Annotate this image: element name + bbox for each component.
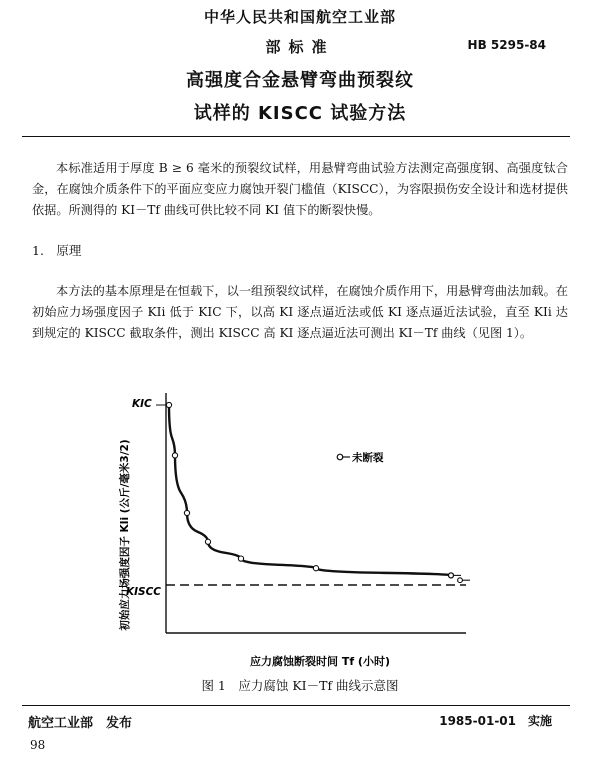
section1-heading: 1. 原理 — [32, 243, 82, 258]
data-point-1 — [166, 402, 171, 407]
effective-date: 1985-01-01 实施 — [439, 714, 552, 728]
document-title-line1: 高强度合金悬臂弯曲预裂纹 — [186, 70, 414, 91]
data-point-2 — [172, 453, 177, 458]
document-title-line2: 试样的 KISCC 试验方法 — [193, 103, 407, 124]
intro-paragraph: 本标准适用于厚度 B ≥ 6 毫米的预裂纹试样，用悬臂弯曲试验方法测定高强度钢、高强度钛合金，在腐蚀介质条件下的平面应变应力腐蚀开裂门槛值（KISCC），为容限损伤安全设计和选材提供依据。所测得的 KI－Tf 曲线可供比较不同 KI 值下的断裂快慢。 — [32, 161, 568, 217]
data-point-4 — [205, 539, 210, 544]
y-axis-label — [118, 439, 131, 631]
footer-rule — [22, 705, 570, 706]
y-axis-label-text: 初始应力场强度因子 KIi (公斤/毫米3/2) — [119, 439, 131, 631]
kiscc-label: KISCC — [126, 586, 162, 598]
page-number: 98 — [30, 738, 46, 752]
standard-type: 部标准 — [265, 38, 335, 56]
data-point-5 — [238, 556, 243, 561]
fracture-curve — [169, 405, 451, 575]
unbroken-point-1 — [449, 573, 454, 578]
figure-chart — [110, 385, 490, 675]
standard-code: HB 5295-84 — [467, 38, 546, 52]
ministry-name: 中华人民共和国航空工业部 — [203, 8, 396, 26]
legend-marker — [337, 454, 343, 460]
legend — [337, 451, 384, 464]
data-points — [166, 402, 470, 582]
header-rule — [22, 136, 570, 137]
legend-label: 未断裂 — [352, 452, 384, 464]
data-point-3 — [184, 510, 189, 515]
data-point-6 — [313, 566, 318, 571]
unbroken-point-2 — [458, 578, 463, 583]
kic-label: KIC — [132, 398, 152, 410]
section1-paragraph: 本方法的基本原理是在恒载下，以一组预裂纹试样，在腐蚀介质作用下，用悬臂弯曲法加载。在初始应力场强度因子 KIi 低于 KIC 下，以高 KI 逐点逼近法或低 KI 逐点逼近法试验，直至 KIi 达到规定的 KISCC 截取条件，测出 KISCC 高 KI 逐点逼近法可测出 KI－Tf 曲线（见图 1）。 — [32, 284, 568, 340]
x-axis-label: 应力腐蚀断裂时间 Tf (小时) — [249, 655, 391, 668]
publisher: 航空工业部 发布 — [28, 716, 133, 731]
figure-caption: 图 1 应力腐蚀 KI－Tf 曲线示意图 — [201, 678, 399, 693]
